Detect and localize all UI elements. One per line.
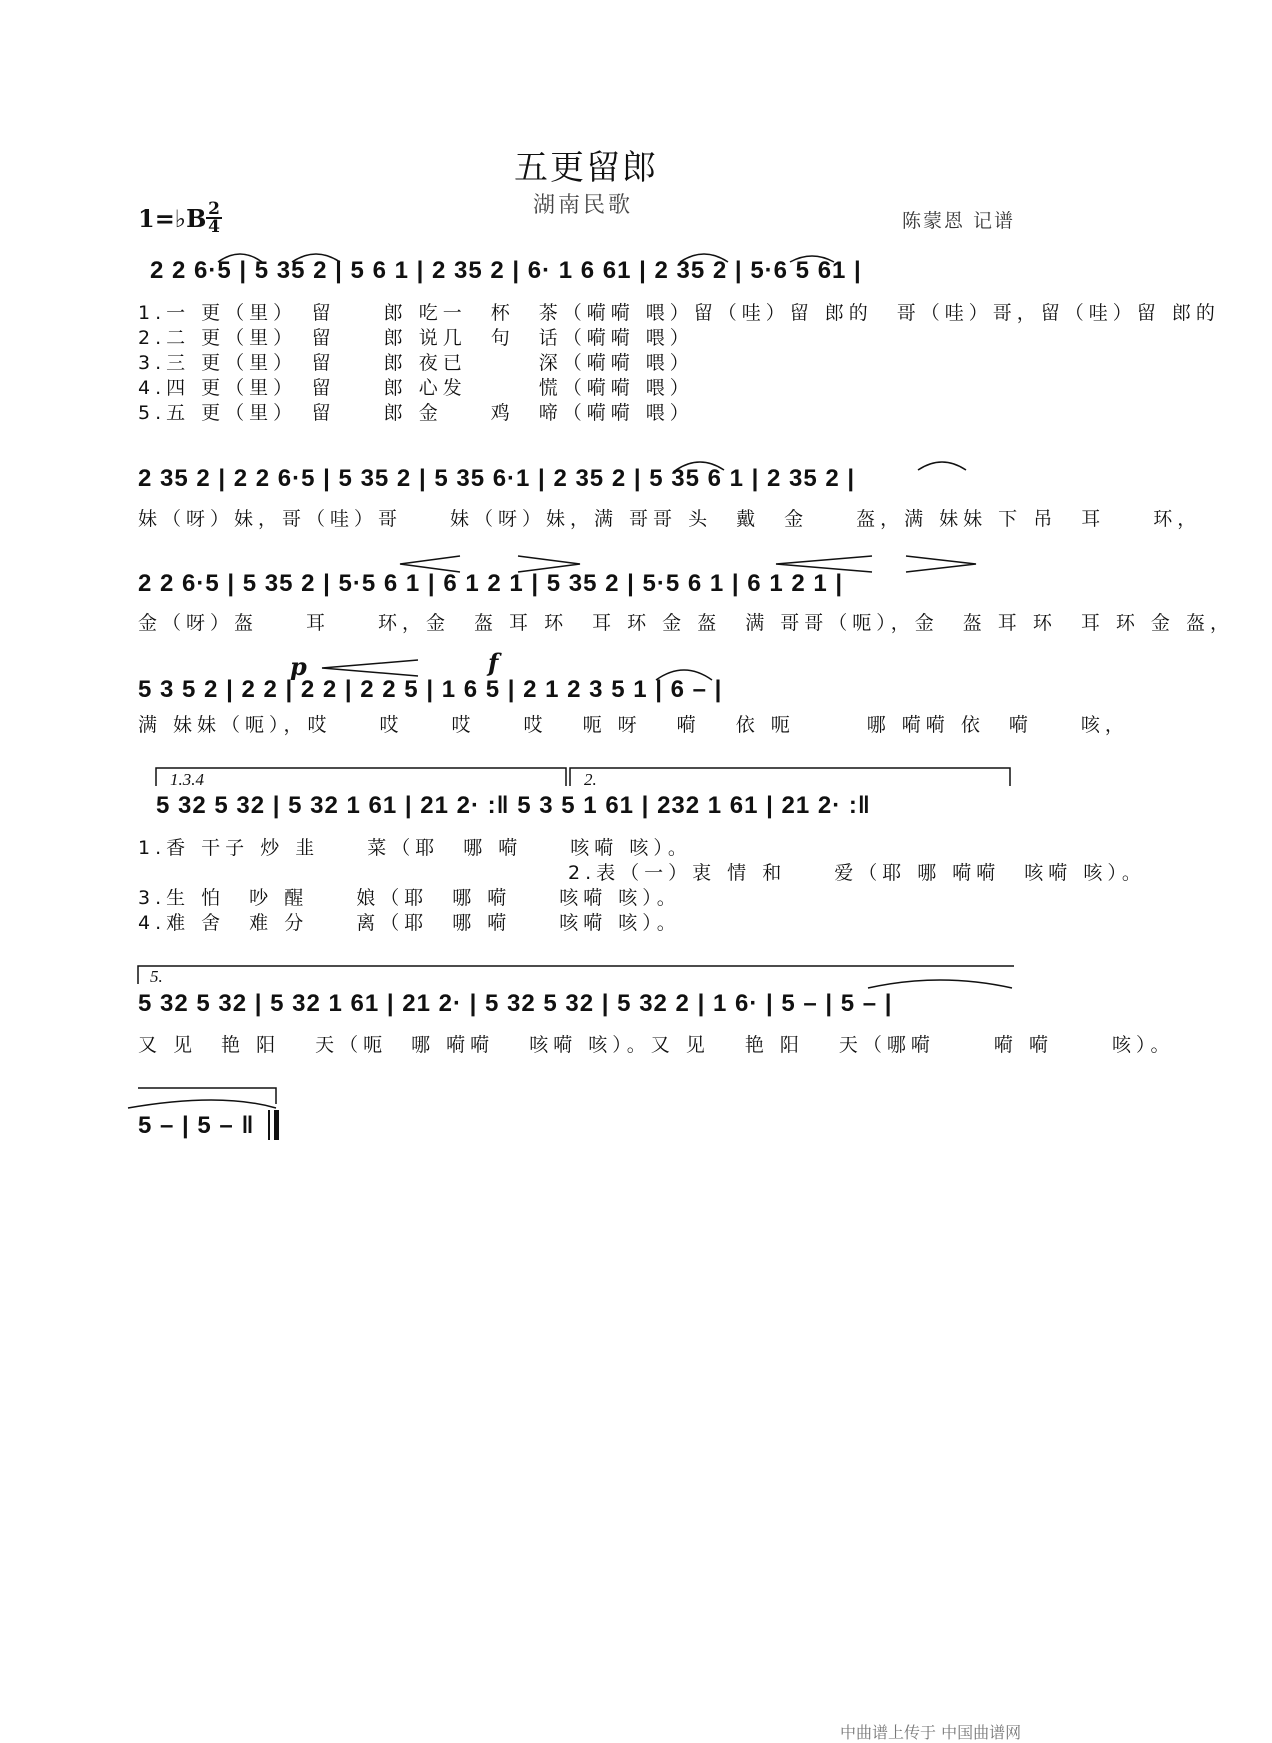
dynamic-forte: f	[488, 648, 499, 677]
song-subtitle: 湖南民歌	[533, 193, 634, 218]
system-5-lyric-1: 1.香 干子 炒 韭 菜（耶 哪 嗬 咳嗬 咳）。	[138, 837, 692, 859]
tie-slur	[292, 254, 340, 262]
final-barline	[268, 1110, 279, 1140]
system-5-notes: 5 32 5 32 | 5 32 1 61 | 21 2· :‖ 5 3 5 1 61 | 232 1 61 | 21 2· :‖	[156, 792, 871, 819]
system-3-lyric: 金（呀）盔 耳 环，金 盔 耳 环 耳 环 金 盔 满 哥哥（呃），金 盔 耳 环 耳 环 金 盔，	[138, 612, 1234, 634]
system-7-notes: 5 – | 5 – ‖	[138, 1112, 255, 1139]
system-5-lyric-3: 3.生 怕 吵 醒 娘（耶 哪 嗬 咳嗬 咳）。	[138, 887, 681, 909]
crescendo-hairpin-3	[322, 660, 418, 676]
system-1-lyric-3: 3.三 更（里） 留 郎 夜已 深（嗬嗬 喂）	[138, 352, 694, 374]
system-4-lyric: 满 妹妹（呃），哎 哎 哎 哎 呃 呀 嗬 依 呃 哪 嗬嗬 依 嗬 咳，	[138, 714, 1129, 736]
system-1-lyric-1: 1.一 更（里） 留 郎 吃一 杯 茶（嗬嗬 喂）留（哇）留 郎的 哥（哇）哥，留（哇）留 郎的	[138, 302, 1220, 324]
volta-label-5: 5.	[150, 967, 163, 986]
system-5-lyric-4: 4.难 舍 难 分 离（耶 哪 嗬 咳嗬 咳）。	[138, 912, 681, 934]
system-2-lyric: 妹（呀）妹，哥（哇）哥 妹（呀）妹，满 哥哥 头 戴 金 盔，满 妹妹 下 吊 耳 环，	[138, 508, 1202, 530]
dynamic-piano: p	[290, 652, 307, 681]
volta-bracket-2	[570, 768, 1010, 786]
system-1-notes: 2 2 6·5 | 5 35 2 | 5 6 1 | 2 35 2 | 6· 1 6 61 | 2 35 2 | 5·6 5 61 |	[150, 257, 862, 284]
tie-slur	[918, 462, 966, 470]
volta-bracket-5	[138, 966, 1014, 984]
system-6-lyric: 又 见 艳 阳 天（呃 哪 嗬嗬 咳嗬 咳）。又 见 艳 阳 天（哪嗬 嗬 嗬 咳）。	[138, 1034, 1175, 1056]
system-1-lyric-2: 2.二 更（里） 留 郎 说几 句 话（嗬嗬 喂）	[138, 327, 694, 349]
key-signature: 1=♭B	[138, 204, 207, 233]
system-2-notes: 2 35 2 | 2 2 6·5 | 5 35 2 | 5 35 6·1 | 2 35 2 | 5 35 6 1 | 2 35 2 |	[138, 465, 856, 492]
crescendo-hairpin-1	[400, 556, 460, 572]
volta-bracket-1-3-4	[156, 768, 566, 786]
tie-slur	[128, 1100, 276, 1108]
tie-slur	[790, 256, 834, 262]
time-signature-top: 2	[208, 199, 220, 219]
time-signature-bottom: 4	[208, 217, 220, 237]
continuation-bracket	[138, 1088, 276, 1104]
song-title: 五更留郎	[514, 148, 658, 188]
system-4-notes: 5 3 5 2 | 2 2 | 2 2 | 2 2 5 | 1 6 5 | 2 1 2 3 5 1 | 6 – |	[138, 676, 723, 703]
system-1-lyric-5: 5.五 更（里） 留 郎 金 鸡 啼（嗬嗬 喂）	[138, 402, 694, 424]
decrescendo-hairpin-2	[906, 556, 976, 572]
footer-watermark: 中曲谱上传于 中国曲谱网	[840, 1723, 1022, 1742]
volta-label-2: 2.	[584, 770, 597, 789]
tie-slur	[676, 462, 724, 470]
tie-slur	[218, 254, 262, 262]
system-1-lyric-4: 4.四 更（里） 留 郎 心发 慌（嗬嗬 喂）	[138, 377, 694, 399]
tie-slur	[868, 980, 1012, 988]
volta-label-1-3-4: 1.3.4	[170, 770, 204, 789]
transcriber-credit: 陈蒙恩 记谱	[902, 210, 1016, 232]
system-3-notes: 2 2 6·5 | 5 35 2 | 5·5 6 1 | 6 1 2 1 | 5 35 2 | 5·5 6 1 | 6 1 2 1 |	[138, 570, 844, 597]
system-5-lyric-2: 2.表（一）衷 情 和 爱（耶 哪 嗬嗬 咳嗬 咳）。	[568, 862, 1146, 884]
system-6-notes: 5 32 5 32 | 5 32 1 61 | 21 2· | 5 32 5 32 | 5 32 2 | 1 6· | 5 – | 5 – |	[138, 990, 893, 1017]
tie-slur	[656, 670, 712, 680]
crescendo-hairpin-2	[776, 556, 872, 572]
decrescendo-hairpin-1	[518, 556, 580, 572]
tie-slur	[680, 254, 728, 262]
